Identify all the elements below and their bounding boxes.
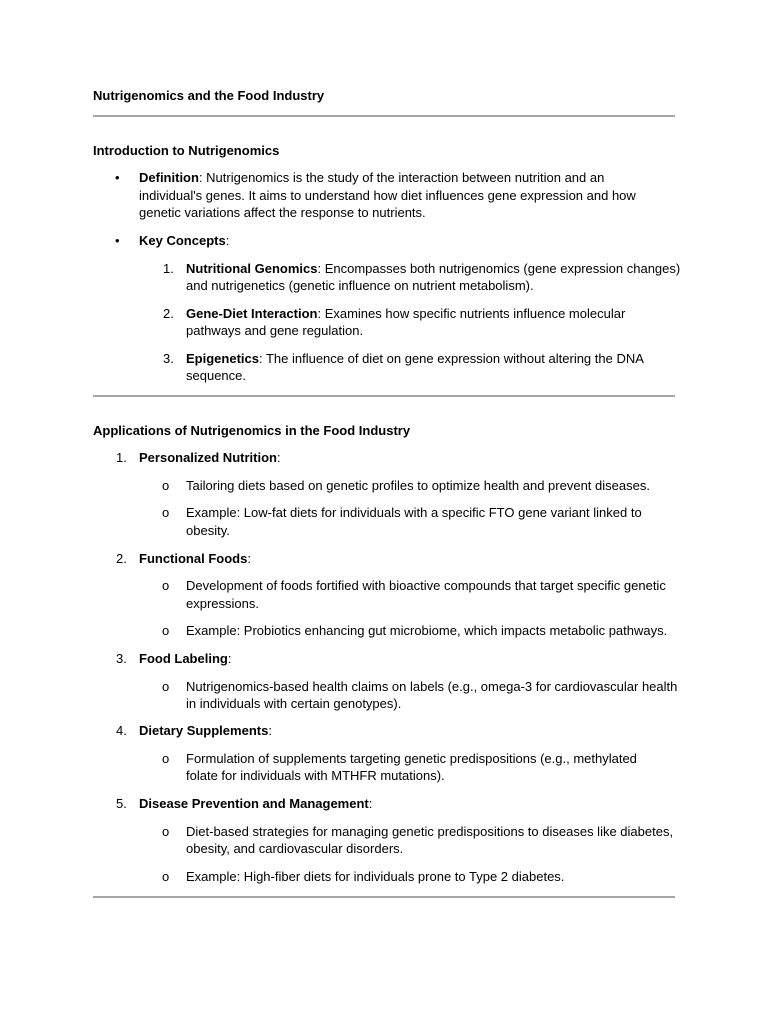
application-subitem-line: obesity.: [186, 523, 230, 538]
document-title: Nutrigenomics and the Food Industry: [93, 88, 325, 103]
horizontal-rule: [93, 395, 675, 397]
sub-bullet-marker: o: [162, 751, 170, 766]
key-concept-item-line-2: pathways and gene regulation.: [186, 323, 364, 338]
key-concept-item-line-1: Epigenetics: The influence of diet on gene expression without altering the DNA: [186, 351, 644, 366]
sub-bullet-marker: o: [162, 478, 170, 493]
application-subitem-line: Example: Probiotics enhancing gut microbiome, which impacts metabolic pathways.: [186, 623, 668, 638]
application-item-label: Functional Foods:: [139, 551, 251, 566]
sub-bullet-marker: o: [162, 623, 170, 638]
application-item-label: Dietary Supplements:: [139, 723, 272, 738]
application-subitem-line: Diet-based strategies for managing genetic predispositions to diseases like diabetes,: [186, 824, 674, 839]
key-concepts-label: Key Concepts:: [139, 233, 230, 248]
application-item-label: Food Labeling:: [139, 651, 232, 666]
application-subitem-line: Example: Low-fat diets for individuals with a specific FTO gene variant linked to: [186, 505, 642, 520]
horizontal-rule: [93, 115, 675, 117]
section-heading-applications: Applications of Nutrigenomics in the Food Industry: [93, 423, 411, 438]
list-number: 4.: [116, 723, 127, 738]
application-subitem-line: Example: High-fiber diets for individuals prone to Type 2 diabetes.: [186, 869, 565, 884]
sub-bullet-marker: o: [162, 505, 170, 520]
application-subitem-line: Tailoring diets based on genetic profiles to optimize health and prevent diseases.: [186, 478, 650, 493]
list-number: 3.: [163, 351, 174, 366]
application-item-label: Personalized Nutrition:: [139, 450, 281, 465]
definition-line-3: genetic variations affect the response to nutrients.: [139, 205, 426, 220]
sub-bullet-marker: o: [162, 869, 170, 884]
bullet-marker: •: [115, 170, 120, 185]
bullet-marker: •: [115, 233, 120, 248]
application-subitem-line: in individuals with certain genotypes).: [186, 696, 402, 711]
key-concept-item-line-1: Nutritional Genomics: Encompasses both nutrigenomics (gene expression changes): [186, 261, 681, 276]
definition-term: Definition: [139, 170, 199, 185]
application-item-label: Disease Prevention and Management:: [139, 796, 373, 811]
application-subitem-line: folate for individuals with MTHFR mutations).: [186, 768, 445, 783]
list-number: 1.: [116, 450, 127, 465]
list-number: 2.: [163, 306, 174, 321]
key-concept-item-line-2: and nutrigenetics (genetic influence on nutrient metabolism).: [186, 278, 534, 293]
application-subitem-line: Development of foods fortified with bioactive compounds that target specific genetic: [186, 578, 666, 593]
definition-line-2: individual's genes. It aims to understand how diet influences gene expression and how: [139, 188, 636, 203]
application-subitem-line: expressions.: [186, 596, 259, 611]
definition-line-1: Definition: Nutrigenomics is the study of the interaction between nutrition and an: [139, 170, 605, 185]
list-number: 2.: [116, 551, 127, 566]
sub-bullet-marker: o: [162, 824, 170, 839]
list-number: 5.: [116, 796, 127, 811]
application-subitem-line: Formulation of supplements targeting genetic predispositions (e.g., methylated: [186, 751, 637, 766]
horizontal-rule: [93, 896, 675, 898]
section-heading-introduction: Introduction to Nutrigenomics: [93, 143, 280, 158]
sub-bullet-marker: o: [162, 679, 170, 694]
application-subitem-line: Nutrigenomics-based health claims on labels (e.g., omega-3 for cardiovascular health: [186, 679, 678, 694]
list-number: 3.: [116, 651, 127, 666]
application-subitem-line: obesity, and cardiovascular disorders.: [186, 841, 404, 856]
key-concept-item-line-1: Gene-Diet Interaction: Examines how specific nutrients influence molecular: [186, 306, 626, 321]
list-number: 1.: [163, 261, 174, 276]
sub-bullet-marker: o: [162, 578, 170, 593]
key-concept-item-line-2: sequence.: [186, 368, 246, 383]
